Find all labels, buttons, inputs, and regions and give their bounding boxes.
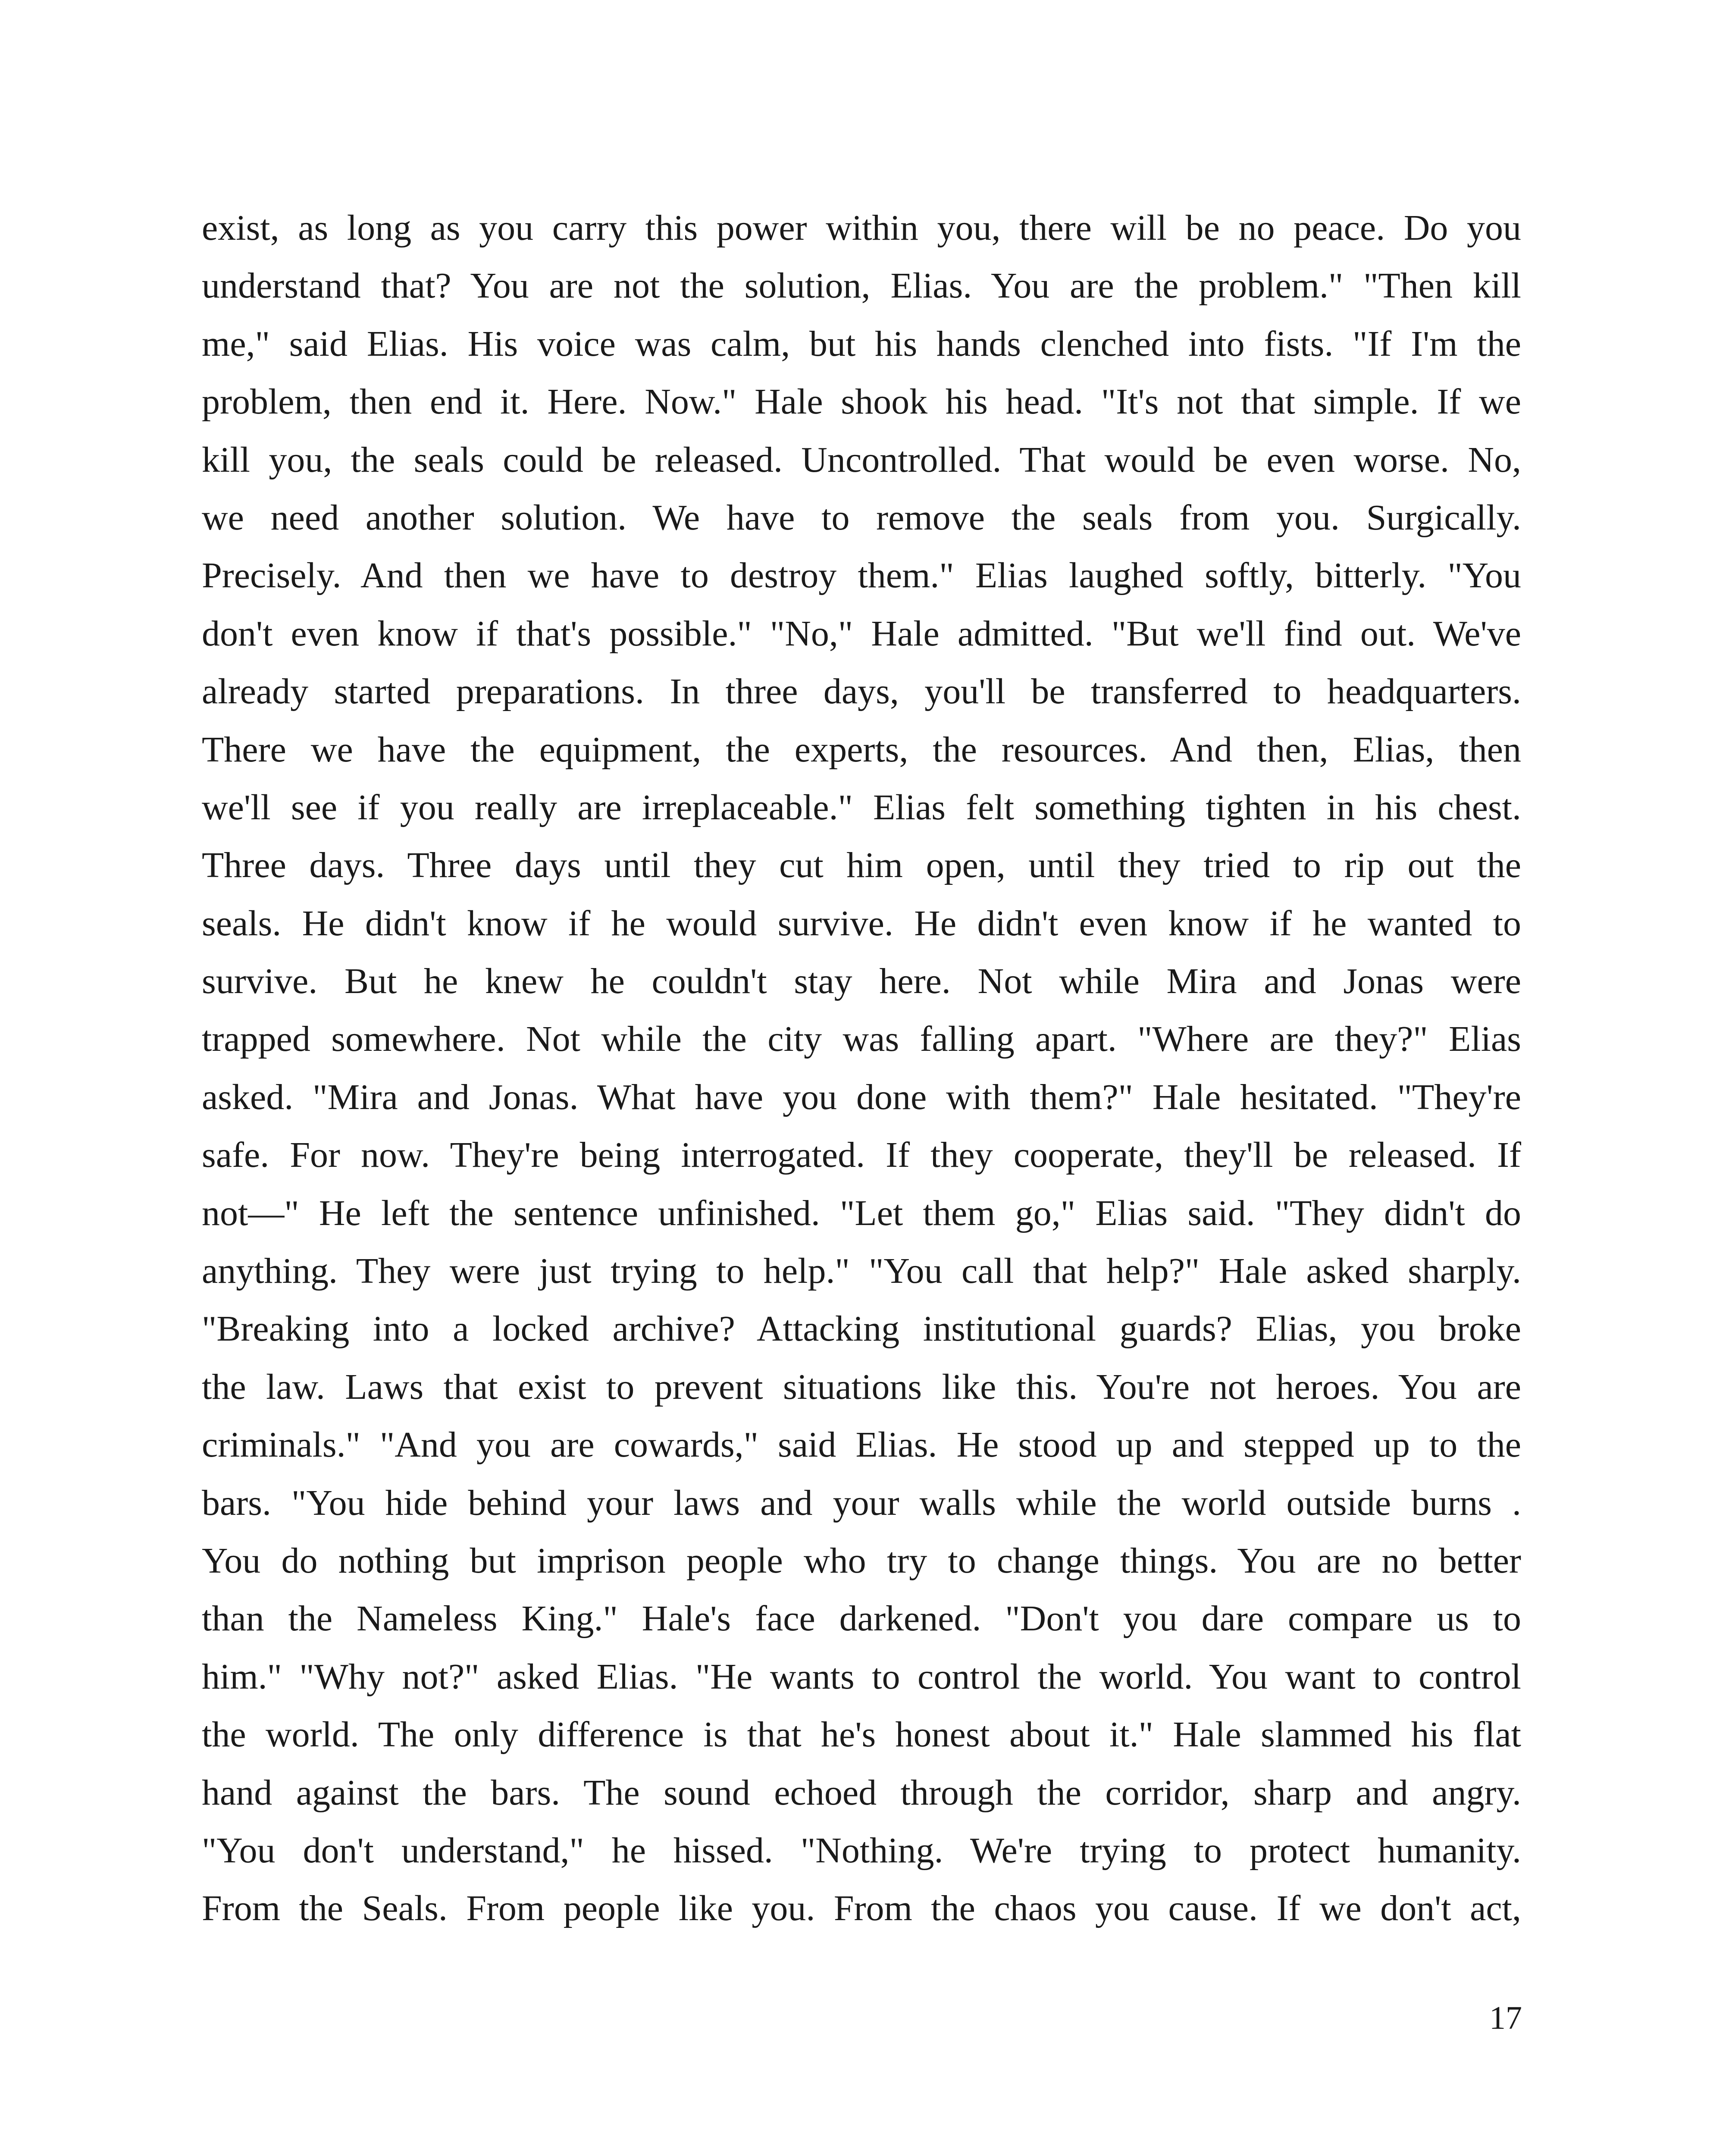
text-line: him." "Why not?" asked Elias. "He wants to control the world. You want to control (202, 1656, 1521, 1697)
text-line: understand that? You are not the solution, Elias. You are the problem." "Then kill (202, 266, 1521, 306)
text-line: the world. The only difference is that he's honest about it." Hale slammed his flat (202, 1714, 1521, 1755)
text-line: criminals." "And you are cowards," said Elias. He stood up and stepped up to the (202, 1425, 1521, 1465)
text-line: we'll see if you really are irreplaceable." Elias felt something tighten in his chest. (202, 787, 1521, 827)
text-line: we need another solution. We have to remove the seals from you. Surgically. (202, 497, 1521, 538)
text-line: From the Seals. From people like you. From the chaos you cause. If we don't act, (202, 1888, 1521, 1929)
text-line: than the Nameless King." Hale's face darkened. "Don't you dare compare us to (202, 1598, 1521, 1639)
text-line: anything. They were just trying to help." "You call that help?" Hale asked sharply. (202, 1251, 1521, 1291)
text-line: not—" He left the sentence unfinished. "Let them go," Elias said. "They didn't do (202, 1193, 1521, 1233)
text-line: seals. He didn't know if he would survive. He didn't even know if he wanted to (202, 903, 1521, 943)
text-line: "You don't understand," he hissed. "Nothing. We're trying to protect humanity. (202, 1830, 1521, 1871)
text-line: exist, as long as you carry this power within you, there will be no peace. Do you (202, 208, 1521, 248)
text-line: the law. Laws that exist to prevent situations like this. You're not heroes. You are (202, 1366, 1521, 1407)
body-text (202, 199, 1521, 1938)
text-line: kill you, the seals could be released. Uncontrolled. That would be even worse. No, (202, 439, 1521, 480)
text-line: safe. For now. They're being interrogated. If they cooperate, they'll be released. If (202, 1135, 1521, 1175)
text-line: me," said Elias. His voice was calm, but his hands clenched into fists. "If I'm the (202, 323, 1521, 364)
text-line: survive. But he knew he couldn't stay here. Not while Mira and Jonas were (202, 961, 1521, 1002)
text-line: You do nothing but imprison people who try to change things. You are no better (202, 1540, 1521, 1581)
text-line: already started preparations. In three days, you'll be transferred to headquarters. (202, 671, 1521, 712)
text-line: bars. "You hide behind your laws and your walls while the world outside burns . (202, 1482, 1521, 1523)
text-line: hand against the bars. The sound echoed through the corridor, sharp and angry. (202, 1772, 1521, 1813)
text-line: trapped somewhere. Not while the city was falling apart. "Where are they?" Elias (202, 1019, 1521, 1059)
page-number: 17 (1489, 2000, 1522, 2036)
text-line: Precisely. And then we have to destroy them." Elias laughed softly, bitterly. "You (202, 555, 1521, 596)
text-line: problem, then end it. Here. Now." Hale shook his head. "It's not that simple. If we (202, 382, 1521, 422)
text-line: asked. "Mira and Jonas. What have you done with them?" Hale hesitated. "They're (202, 1077, 1521, 1117)
text-line: "Breaking into a locked archive? Attacking institutional guards? Elias, you broke (202, 1309, 1521, 1349)
text-line: There we have the equipment, the experts, the resources. And then, Elias, then (202, 729, 1521, 770)
text-line: don't even know if that's possible." "No," Hale admitted. "But we'll find out. We've (202, 613, 1521, 654)
text-line: Three days. Three days until they cut him open, until they tried to rip out the (202, 845, 1521, 886)
